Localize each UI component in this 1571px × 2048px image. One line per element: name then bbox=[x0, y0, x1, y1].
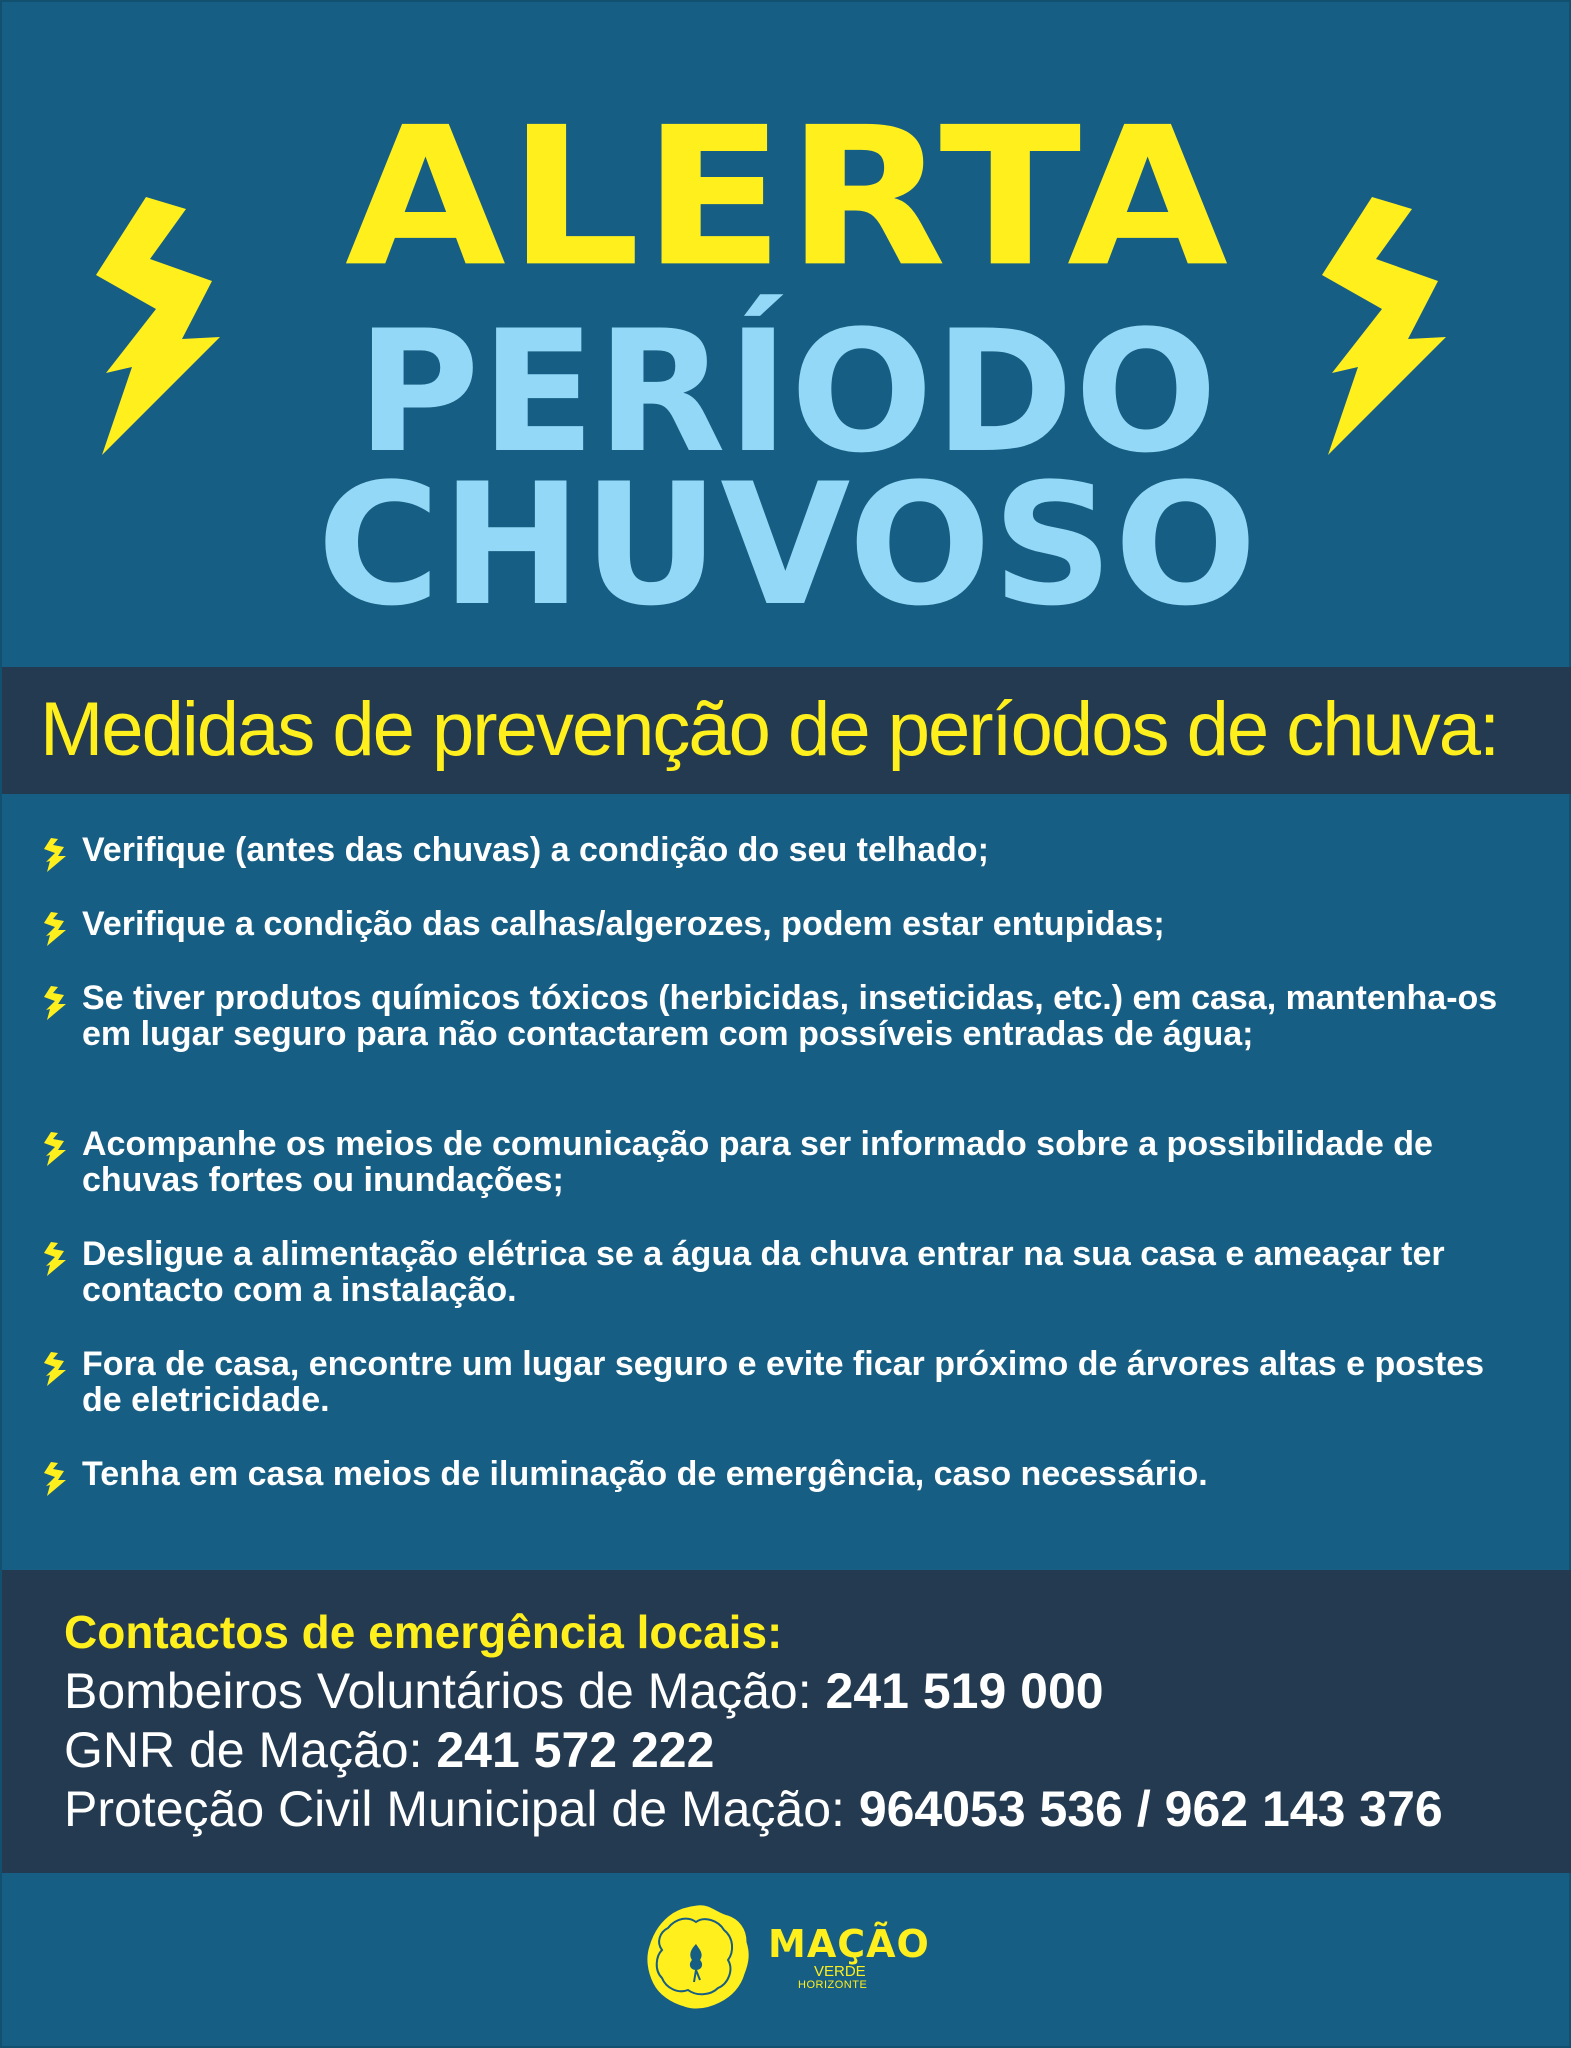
contact-label: Bombeiros Voluntários de Mação: bbox=[64, 1663, 826, 1719]
contact-number: 241 519 000 bbox=[825, 1663, 1104, 1719]
bolt-bullet-icon bbox=[42, 1352, 68, 1386]
bolt-bullet-icon bbox=[42, 912, 68, 946]
rainy-title: CHUVOSO bbox=[316, 447, 1258, 643]
contact-label: Proteção Civil Municipal de Mação: bbox=[64, 1781, 859, 1837]
logo-tagline: HORIZONTE bbox=[798, 1979, 868, 1991]
logo-tagline: VERDE bbox=[814, 1963, 866, 1980]
bolt-bullet-icon bbox=[42, 1132, 68, 1166]
prevention-heading: Medidas de prevenção de períodos de chuva: bbox=[40, 687, 1499, 772]
lightning-bolt-icon bbox=[1320, 197, 1450, 455]
measure-text: Verifique a condição das calhas/algerozes, podem estar entupidas; bbox=[82, 905, 1165, 943]
alert-title: ALERTA bbox=[344, 86, 1231, 310]
measure-text: Se tiver produtos químicos tóxicos (herbicidas, inseticidas, etc.) em casa, mantenha-os em lugar seguro para não contactarem com possíveis entradas de água; bbox=[82, 979, 1498, 1053]
contact-civil-protection bbox=[64, 1780, 1443, 1838]
contact-firefighters bbox=[64, 1662, 1104, 1720]
bolt-bullet-icon bbox=[42, 986, 68, 1020]
municipality-logo bbox=[638, 1898, 948, 2016]
measure-text: Desligue a alimentação elétrica se a água da chuva entrar na sua casa e ameaçar ter contacto com a instalação. bbox=[82, 1235, 1445, 1309]
emergency-contacts bbox=[2, 1570, 1571, 1873]
logo-name: MAÇÃO bbox=[768, 1922, 930, 1966]
measure-text: Tenha em casa meios de iluminação de emergência, caso necessário. bbox=[82, 1455, 1208, 1493]
contacts-heading: Contactos de emergência locais: bbox=[64, 1606, 783, 1658]
measure-text: Fora de casa, encontre um lugar seguro e evite ficar próximo de árvores altas e postes de eletricidade. bbox=[82, 1345, 1485, 1419]
flower-emblem-icon bbox=[638, 1898, 756, 2016]
bolt-bullet-icon bbox=[42, 1242, 68, 1276]
contact-label: GNR de Mação: bbox=[64, 1722, 437, 1778]
contact-number: 964053 536 / 962 143 376 bbox=[858, 1781, 1443, 1837]
contact-gnr bbox=[64, 1721, 714, 1779]
bolt-bullet-icon bbox=[42, 1462, 68, 1496]
bolt-bullet-icon bbox=[42, 838, 68, 872]
header bbox=[2, 2, 1571, 667]
measure-text: Acompanhe os meios de comunicação para ser informado sobre a possibilidade de chuvas fortes ou inundações; bbox=[82, 1125, 1433, 1199]
measure-text: Verifique (antes das chuvas) a condição do seu telhado; bbox=[82, 831, 989, 869]
period-title: PERÍODO bbox=[356, 294, 1219, 490]
contact-number: 241 572 222 bbox=[436, 1722, 715, 1778]
prevention-heading-band bbox=[2, 667, 1571, 794]
